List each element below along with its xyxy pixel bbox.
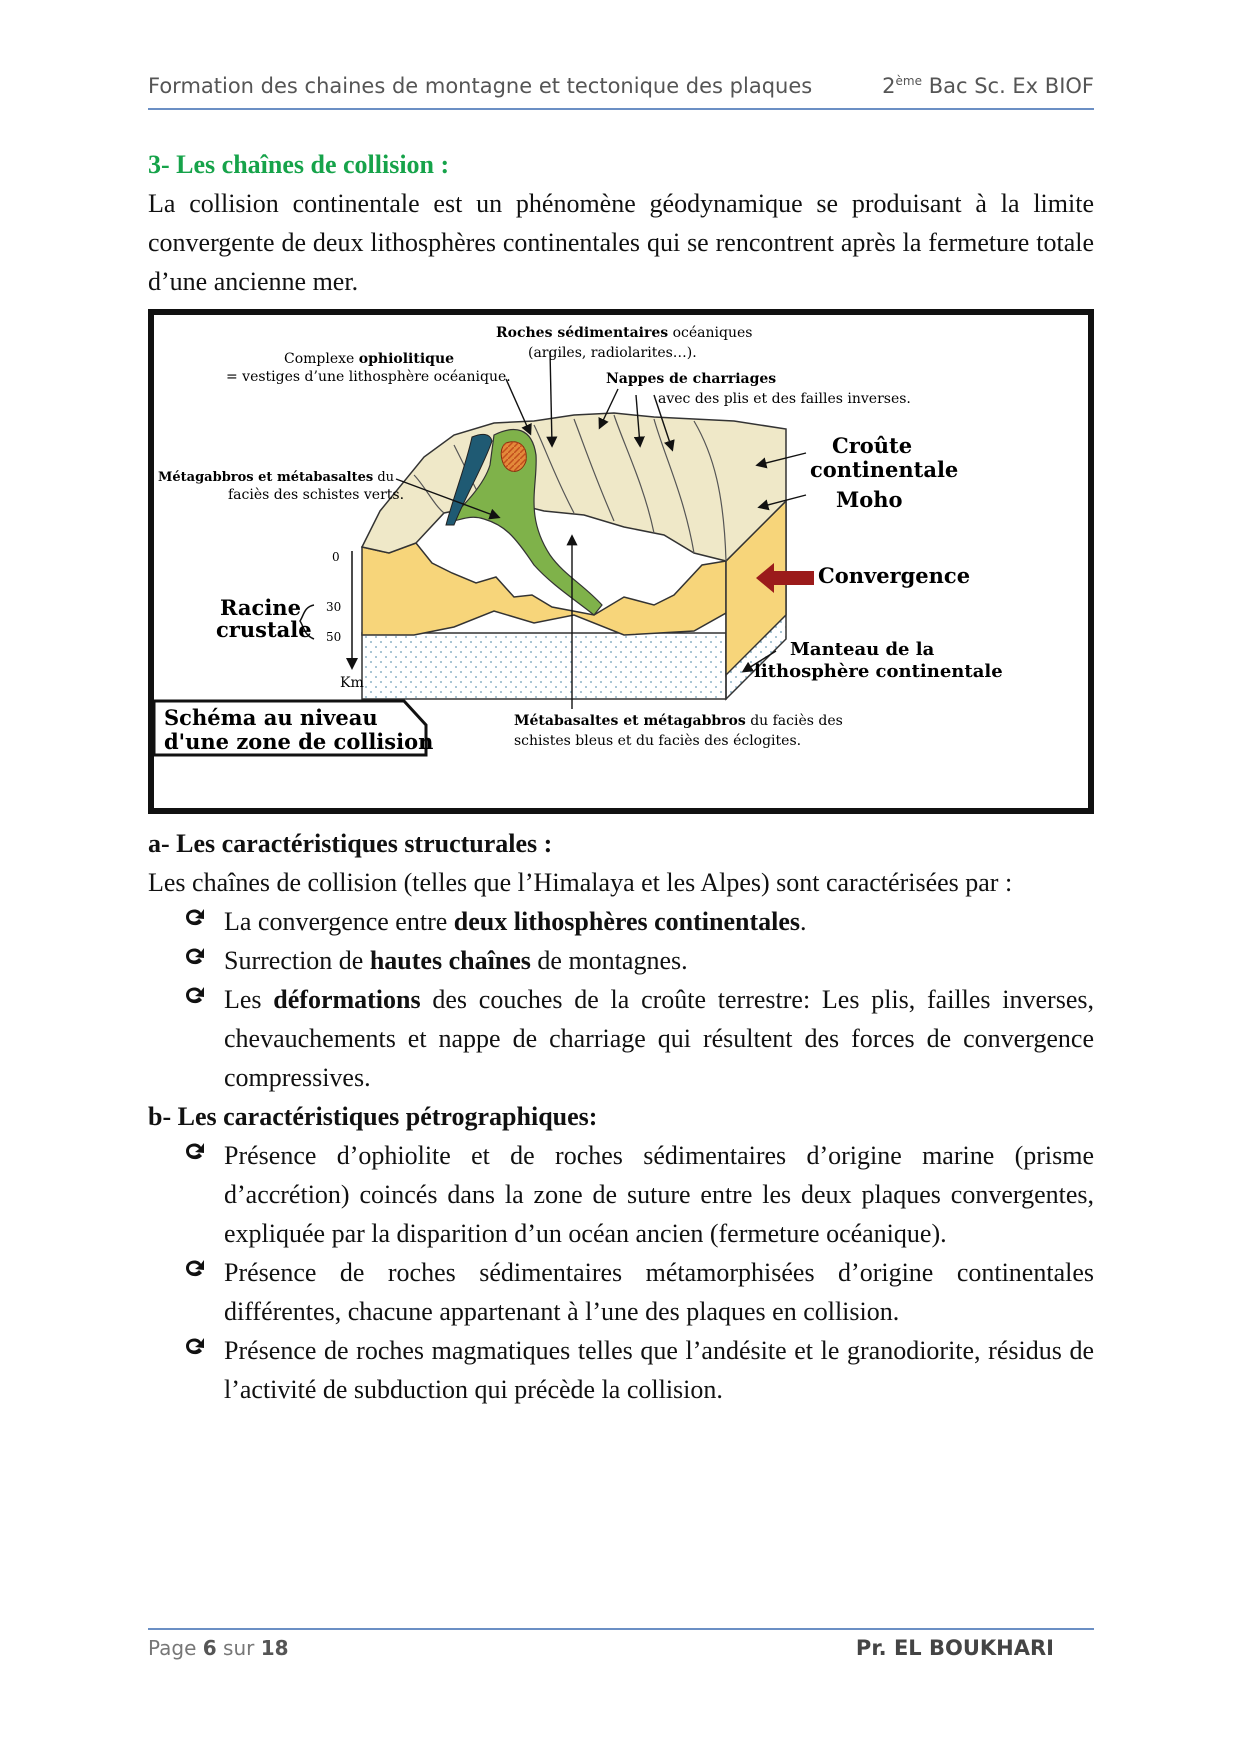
depth-label-50: 50 [326, 630, 342, 644]
page-content [148, 145, 1094, 1409]
depth-unit: Km [340, 675, 364, 691]
label-racine-2: crustale [216, 617, 312, 642]
page-number: Page 6 sur 18 [148, 1636, 289, 1660]
part-b-list [148, 1136, 1094, 1409]
list-item: Présence de roches sédimentaires métamorphisées d’origine continentales différentes, chacune appartenant à l’une des plaques en collision. [224, 1253, 1094, 1331]
label-roches-sedimentaires: Roches sédimentaires océaniques [496, 325, 753, 341]
author: Pr. EL BOUKHARI [855, 1636, 1054, 1660]
arrow-bullet-icon [180, 903, 208, 931]
depth-label-30: 30 [326, 600, 342, 614]
list-item: La convergence entre deux lithosphères continentales. [224, 902, 1094, 941]
arrow-bullet-icon [180, 942, 208, 970]
list-item: Surrection de hautes chaînes de montagnes. [224, 941, 1094, 980]
label-metabasaltes: Métabasaltes et métagabbros du faciès des [514, 713, 843, 729]
label-moho: Moho [836, 487, 903, 512]
label-manteau-2: lithosphère continentale [754, 661, 1003, 682]
arrow-bullet-icon [180, 1332, 208, 1360]
label-complexe-sub: = vestiges d’une lithosphère océanique. [226, 369, 511, 385]
label-nappes-sub: avec des plis et des failles inverses. [658, 391, 911, 407]
part-a-list [148, 902, 1094, 1097]
depth-label-0: 0 [332, 550, 340, 564]
mantle-front [362, 633, 726, 699]
label-roches-sub: (argiles, radiolarites…). [528, 345, 697, 361]
label-convergence: Convergence [818, 563, 971, 588]
surface [362, 413, 786, 561]
list-item: Les déformations des couches de la croûte terrestre: Les plis, failles inverses, chevauchements et nappe de charriage qui résultent des forces de convergence compressives. [224, 980, 1094, 1097]
label-croute-1: Croûte [832, 433, 913, 458]
arrow-bullet-icon [180, 1254, 208, 1282]
label-manteau-1: Manteau de la [790, 639, 935, 660]
label-complexe: Complexe ophiolitique [284, 351, 455, 367]
list-item: Présence de roches magmatiques telles que l’andésite et le granodiorite, résidus de l’activité de subduction qui précède la collision. [224, 1331, 1094, 1409]
label-metabasaltes-sub: schistes bleus et du faciès des éclogites. [514, 733, 802, 749]
part-a-title: a- Les caractéristiques structurales : [148, 829, 553, 858]
label-racine-1: Racine [220, 595, 301, 620]
arrow-bullet-icon [180, 1137, 208, 1165]
header-title: Formation des chaines de montagne et tectonique des plaques [148, 74, 813, 98]
arrow-bullet-icon [180, 981, 208, 1009]
page-footer [148, 1628, 1094, 1666]
page-header [148, 70, 1094, 110]
schema-title-1: Schéma au niveau [164, 705, 378, 730]
section-intro: La collision continentale est un phénomène géodynamique se produisant à la limite convergente de deux lithosphères continentales qui se rencontrent après la fermeture totale d’une ancienne mer. [148, 189, 1094, 296]
header-level: 2ème Bac Sc. Ex BIOF [882, 74, 1094, 98]
label-metagabbros: Métagabbros et métabasaltes du [158, 470, 395, 485]
label-metagabbros-sub: faciès des schistes verts. [228, 487, 405, 503]
part-a-intro: Les chaînes de collision (telles que l’Himalaya et les Alpes) sont caractérisées par : [148, 868, 1013, 897]
label-nappes: Nappes de charriages [606, 371, 777, 387]
section-title: 3- Les chaînes de collision : [148, 150, 450, 179]
schema-title-2: d'une zone de collision [164, 729, 434, 754]
collision-block-diagram [154, 315, 1088, 808]
part-b-title: b- Les caractéristiques pétrographiques: [148, 1102, 598, 1131]
collision-diagram [148, 309, 1094, 814]
list-item: Présence d’ophiolite et de roches sédimentaires d’origine marine (prisme d’accrétion) coincés dans la zone de suture entre les deux plaques convergentes, expliquée par la disparition d’un océan ancien (fermeture océanique). [224, 1136, 1094, 1253]
label-croute-2: continentale [810, 457, 959, 482]
